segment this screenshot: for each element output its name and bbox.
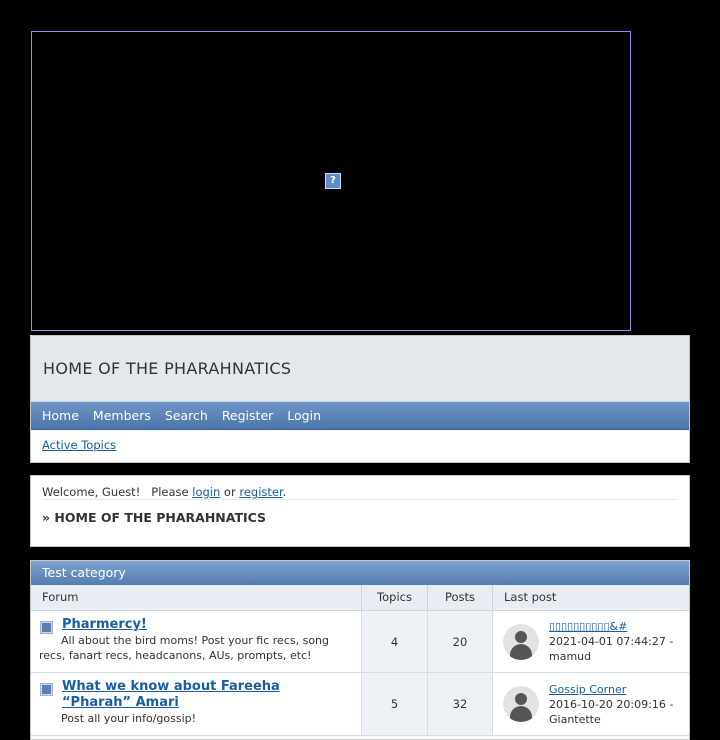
forum-cell [31,611,362,672]
last-post-link[interactable]: Gossip Corner [549,682,627,696]
period-text: . [282,485,287,499]
user-avatar-icon [503,686,539,722]
nav-members[interactable]: Members [92,408,151,423]
forum-link[interactable]: Pharmercy! [62,617,147,632]
forum-description: All about the bird moms! Post your fic recs, song recs, fanart recs, headcanons, AUs, prompts, etc! [39,634,330,662]
col-topics: Topics [362,585,428,610]
column-headers [31,585,689,611]
category-title: Test category [31,561,689,585]
forum-status-icon [40,683,53,696]
nav-login[interactable]: Login [287,408,322,423]
forum-cell [31,673,362,735]
sub-nav [31,430,689,460]
banner-image-area [31,31,631,331]
last-post-user: Giantette [549,712,601,726]
site-title: HOME OF THE PHARAHNATICS [43,359,292,378]
nav-search[interactable]: Search [164,408,208,423]
posts-count: 20 [428,611,493,672]
last-post-cell [493,611,689,672]
col-last-post: Last post [504,590,557,604]
category-table [30,560,690,740]
forum-description: Post all your info/gossip! [61,712,197,725]
last-post-cell [493,673,689,735]
or-text: or [223,485,236,499]
nav-register[interactable]: Register [221,408,274,423]
login-link[interactable]: login [192,485,221,499]
title-area [31,336,689,402]
topics-count: 5 [362,673,428,735]
welcome-text: Welcome, Guest! Please [42,485,189,499]
nav-home[interactable]: Home [42,408,79,423]
last-post-user: mamud [549,650,592,663]
broken-image-icon: ? [325,173,341,189]
last-post-link[interactable]: ▯▯▯▯▯▯▯▯▯▯&# [549,620,628,633]
forum-row [31,673,689,736]
breadcrumb: » HOME OF THE PHARAHNATICS [42,510,267,525]
forum-link[interactable]: What we know about Fareeha “Pharah” Amari [62,679,280,710]
active-topics-link[interactable]: Active Topics [42,438,117,452]
col-posts: Posts [428,585,493,610]
last-post-date: 2021-04-01 07:44:27 - [549,635,674,648]
topics-count: 4 [362,611,428,672]
welcome-message [42,476,678,500]
col-forum: Forum [31,585,362,610]
register-link[interactable]: register [239,485,283,499]
posts-count: 32 [428,673,493,735]
main-nav [31,402,689,430]
info-box [30,475,690,547]
user-avatar-icon [503,624,539,660]
site-header [30,335,690,463]
last-post-date: 2016-10-20 20:09:16 - [549,697,674,711]
forum-status-icon [40,621,53,634]
forum-row [31,611,689,673]
